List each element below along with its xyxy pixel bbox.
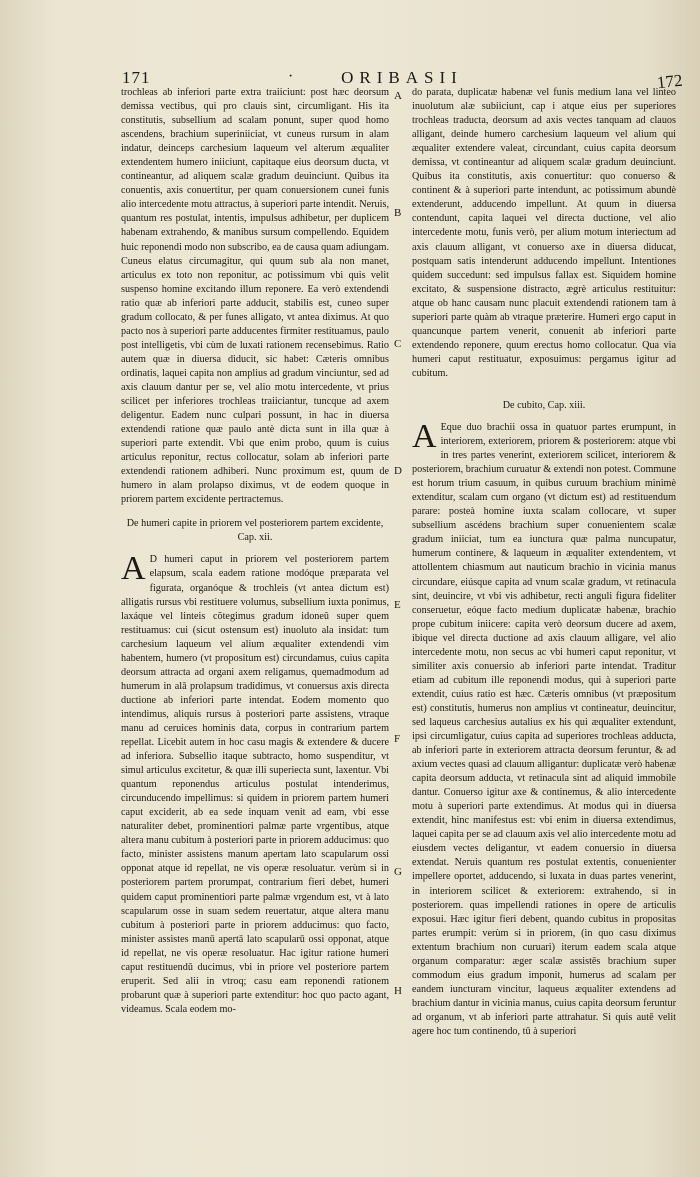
margin-letter-b: B: [394, 207, 402, 219]
folio-number-right: 172: [655, 70, 683, 93]
running-head: ORIBASII: [341, 68, 463, 87]
paragraph: [121, 550, 389, 1017]
drop-cap: A: [121, 550, 146, 588]
folio-number-left: 171: [122, 68, 151, 87]
paragraph: [412, 417, 676, 1039]
drop-cap: A: [412, 417, 437, 455]
text-column-right: [412, 86, 676, 1039]
margin-letter-d: D: [394, 465, 402, 477]
margin-letter-g: G: [394, 866, 402, 878]
margin-letter-a: A: [394, 90, 402, 102]
paragraph-text: D humeri caput in priorem vel posteriorem partem elapsum, scala eadem ratione modóque præparata vel figurata, organóque & trochleis (vt antea dictum est) alligatis rursus vbi restituere volumus, subsellium iuxta ponimus, laxáque vel linteis cõtegimus gradum idoneû super quem restituamus: cui (sicut ostensum est) inuoluto ala insidat: tum carchesium laqueum vel alium æqualiter extendendi vim habentem, humero (vt propositum est) circundamus, cuius capita deorsum attracta ad organi axem religamus, quemadmodum ad humerum in alā prolapsum tradidimus, vt conuersus axis directa ductione ab inferiori parte intendat. Eodem momento quo intendimus, aliquis rursus à posteriori parte assistens, vtraque manu ad ceruices hominis data, corpus in contrarium partem repellat. Licebit autem in hoc casu magis & extendere & ducere ad inferiora. Subsellio itaque subtracto, homo suspenditur, vt simul articulus excitetur, & quæ illi superiecta sunt, laxentur. Vbi quantum reponendus articulus postulat intenderimus, circunducendo impellimus: si quidem in priorem partem humeri caput exciderit, ab ea sede inquam venit ad eam, vbi esse naturaliter debet, prominentiori palmæ parte vrgentibus, atque altera manu cubitum à posteriori parte in priorem adducimus: quo facto, minister assistens manum apertam lato scapularum ossi opponat atque id repellat, ne vis operæ resoluatur. verùm si in posteriorem partem prorumpat, contrarium fieri debet, humeri quidem caput prominentiori parte palmæ vrgendum est, vt à lato scapularum osse in suam sedem reuertatur, atque altera manu cubitum à posteriori parte in priorem adducimus: quo facto, minister assistes manū apertā lato scapularū ossi opponat, atque id repellat, ne vis operæ resoluatur. Hac igitur ratione humeri caput restituendū ducimus, vbi in priore vel posteriore partem eruperit. Sed alii in vtroq; casu eam reponendi rationem probarunt quæ à superiori parte extenditur: hoc quo pacto agant, videamus. Scala eodem mo-: [121, 554, 389, 1015]
chapter-heading: De humeri capite in priorem vel posteriorem partem excidente, Cap. xii.: [126, 518, 384, 544]
text-column-left: [121, 86, 389, 1017]
margin-letter-e: E: [394, 599, 401, 611]
margin-letter-c: C: [394, 338, 402, 350]
chapter-heading: De cubito, Cap. xiii.: [502, 399, 586, 411]
margin-letter-h: H: [394, 985, 402, 997]
paragraph: trochleas ab inferiori parte extra traiiciunt: post hæc deorsum demissa vectibus, qui pro clauis sint, circumligant. His ita constitutis, subsellium ad scalam ponunt, super quod homo ascendens, brachium superiniiciat, vt cuneus rursum in alam indatur, deinceps carchesium laqueum vel alterum æqualiter extendentem humero iniiciunt, capitaque eius deorsum ducta, vt contineantur, ad aliquem scalæ gradum deuinciunt. Quibus ita conuentis, axis conuertitur, per quam conuersionem cunei funis alio intercedente motu attractus, à superiori parte intendit. Neruis, quantum res postulat, intentis, impulsus adhibetur, per duplicem habenam extrahendo, & manibus sursum compellendo. Equidem huic reponendi modo non subscribo, ea de causa quam adiungam. Cuneus elatus circumagitur, qui quum sub ala non manet, articulus ex toto non reponitur, ac potissimum vbi quis velit suspenso homine excitando illum reponere. Ea verò extendendi ratio quæ ab inferiori parte adducit, stabilis est, cuneo super gradum collocato, & per funes alligato, vt antea diximus. At quo pacto nos à superiori parte adducentes firmiter restituamus, paulo post intelligetis, vbi cùm de luxati rationem recensebimus. Ratio autem quæ in diuersa diducit, sic habet: Cæteris omnibus ordinatis, laquei capita non amplius ad gradum vinciuntur, sed ad axis clauum dantur per se, vel alio motu intercedente, vt prius scilicet per inferiores trochleas traiiciantur, tuncque ad axem deligentur. Eadem nunc culpari possunt, in hac in diuersa extendendi ratione quæ paulo antè dicta sunt in illa quæ à superiori parte extendit. Vbi que enim probo, quum is cuius articulus reponitur, rectus collocatur, solam ab inferiori parte extendendi rationem adhiberi. Nunc proximum est, quum de humero in alam prolapso diximus, vt de eodem quoque in priorem partem excidente pertractemus.: [121, 87, 389, 506]
paragraph-text: Eque duo brachii ossa in quatuor partes erumpunt, in interiorem, exteriorem, priorem & posteriorem: atque vbi in tres partes venerint, exteriorem scilicet, interiorem & posteriorem, brachium curuatur & extendi non potest. Commune est horum trium casuum, in quibus curuum brachium minimè extenditur, scalam cum organo (vt dictum est) ad restituendum parare: posteà homine iuxta scalam collocare, vt super subsellium ascédens brachium super conuenientem scalæ gradum iniiciat, tum ea iunctura quæ palma nuncupatur, humerum continere, & laqueum in æqualiter extendentem, vt attollentem chiasmum aut nauticum brachio in vicinia manus circundare, eiúsque capita ad vnum scalæ gradum, vt retinacula sint, deuincire, vt vbi vis adhibetur, recti anguli figura fideliter conseruetur, eóque facto medium duplicatæ habenæ, brachio prope cubitum iniicere: capita verò deorsum ducere ad axem, ibique vel directa ductione ad axis clauum alligare, vel alio intercedente motu, non secus ac vbi humeri caput reponitur, vt similiter axis conuersio ab inferiori parte intendat. Traditur etiam ad cubitum ille reponendi modus, qui à superiori parte extendit, cuius ratio est hæc. Cæteris omnibus (vt præpositum est) constitutis, humerus non amplius vt contineatur, deuincitur, sed laqueus carchesius autalius ex his qui æqualiter extendunt, ipsi circumligatur, cuius capita ad superiores trochleas adducta, ab inferiori parte in exteriorem attracta deorsum feruntur, & ad axium vectes quasi ad clauum alligantur: duplicatæ verò habenæ capita deorsum adducta, vt retinacula sint ad aliquid immobile dantur. Conuerso igitur axe & continemus, & alio intercedente motu à superiori parte extendimus. At modus qui in diuersa extendit, hinc manifestus est: vbi enim in diuersa extendimus, laquei capita per se ad clauum axis vel alio intercedente motu ad eiusdem vectes deligantur, vt eadem conuersio in diuersa extendat. Neruis quantum res postulat extentis, conuenienter impellere oportet, adducendo, si luxata in duas partes venerint, in interiorem scilicet & exteriorem: extrahendo, si in posteriorem. quas impellendi rationes in opere de articulis exposui. Hæc igitur fieri debent, quando cubitus in propositas partes erumpit: verùm si in priorem, (in quo casu diximus extentum brachium non curuari) iterum eadem scala atque organum comparatur: æger scalæ assistēs brachium super commodum eius gradum imponit, humerus ad scalam per eandem iuncturam vincitur, laqueus æqualiter extendens ad brachium dantur in vicinia manus, cuius capita deorsum feruntur ad organum, vt ab inferiori parte attrahatur. Si quis autē velit agere hoc tum continendo, tū à superiori: [412, 421, 676, 1037]
margin-letter-f: F: [394, 733, 401, 745]
header-ornament: ·: [288, 68, 294, 85]
paragraph: do parata, duplicatæ habenæ vel funis medium lana vel linteo inuolutum alæ subiiciunt, cap i atque eius per superiores trochleas traducta, deorsum ad axis vectes tanquam ad clauos alligant, deinde humero carchesium laqueum vel alium qui æqualiter extendere valeat, circundant, cuius capita deorsum demissa, vt contineantur ad aliquem scalæ gradum deuinciunt. Quibus ita constitutis, axis conuertitur: quo conuerso & continent & à superiori parte intendunt, ac potissimum abundè extenderunt, adducendo impellunt. At quum in diuersa contendunt, capita laquei vel directa ductione, vel alio intercedente motu, funis verò, per alium motum interiectum ad axis clauum alligant, vt conuerso axe in diuersa diducat, postquam satis intenderunt adducendo impellunt. Intentiones quidem succedunt: sed impulsus fallax est. Siquidem homine excitato, & suspensione distracto, ægrè articulus restituitur: atque ob hanc causam nunc placuit extendendi rationem tam à superiori parte quàm ab vtraque præterire. Humeri ergo caput in quancunque partem venerit, conuenit ab inferiori parte extendendo reponere, quum erectus homo collocatur. Qua via humeri caput restituatur, exposuimus: pergamus igitur ad cubitum.: [412, 87, 676, 379]
